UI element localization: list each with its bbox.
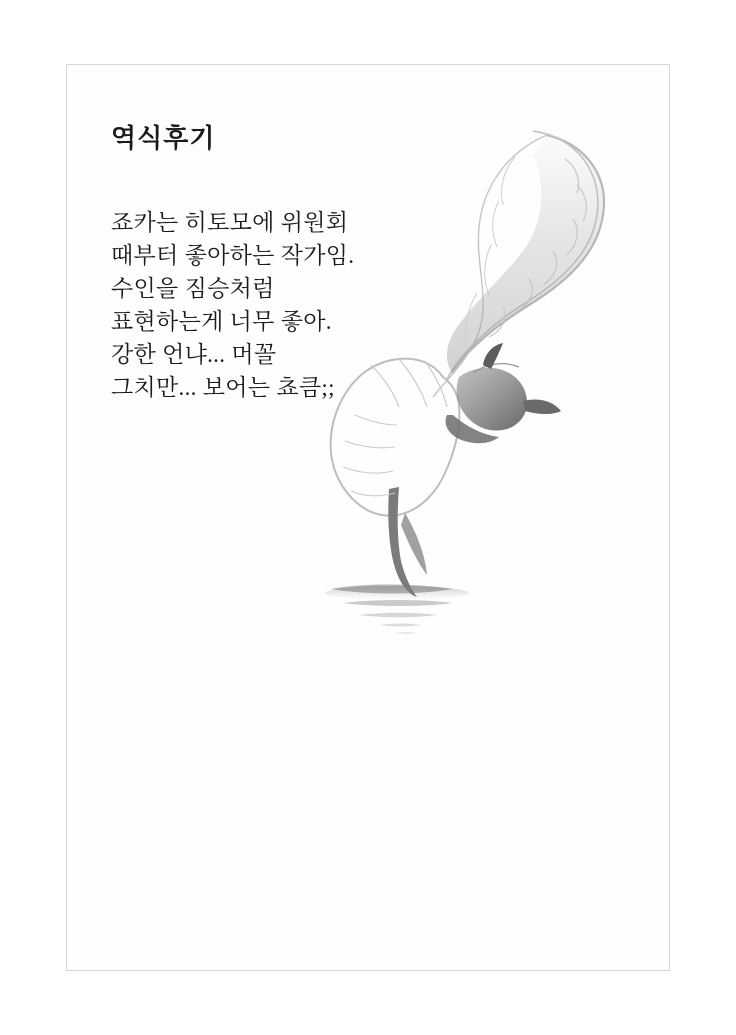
paper-sheet (66, 64, 670, 971)
water-reflection-group (325, 585, 469, 634)
body-line: 때부터 좋아하는 작가임. (111, 242, 355, 268)
text-block (111, 125, 541, 404)
body-line: 그치만... 보어는 쵸큼;; (111, 374, 335, 400)
body-text (111, 206, 541, 404)
body-line: 표현하는게 너무 좋아. (111, 308, 332, 334)
body-line: 강한 언냐... 머꼴 (111, 341, 277, 367)
body-line: 수인을 짐승처럼 (111, 275, 275, 301)
body-line: 죠카는 히토모에 위원회 (111, 209, 349, 235)
page-title: 역식후기 (111, 124, 216, 153)
